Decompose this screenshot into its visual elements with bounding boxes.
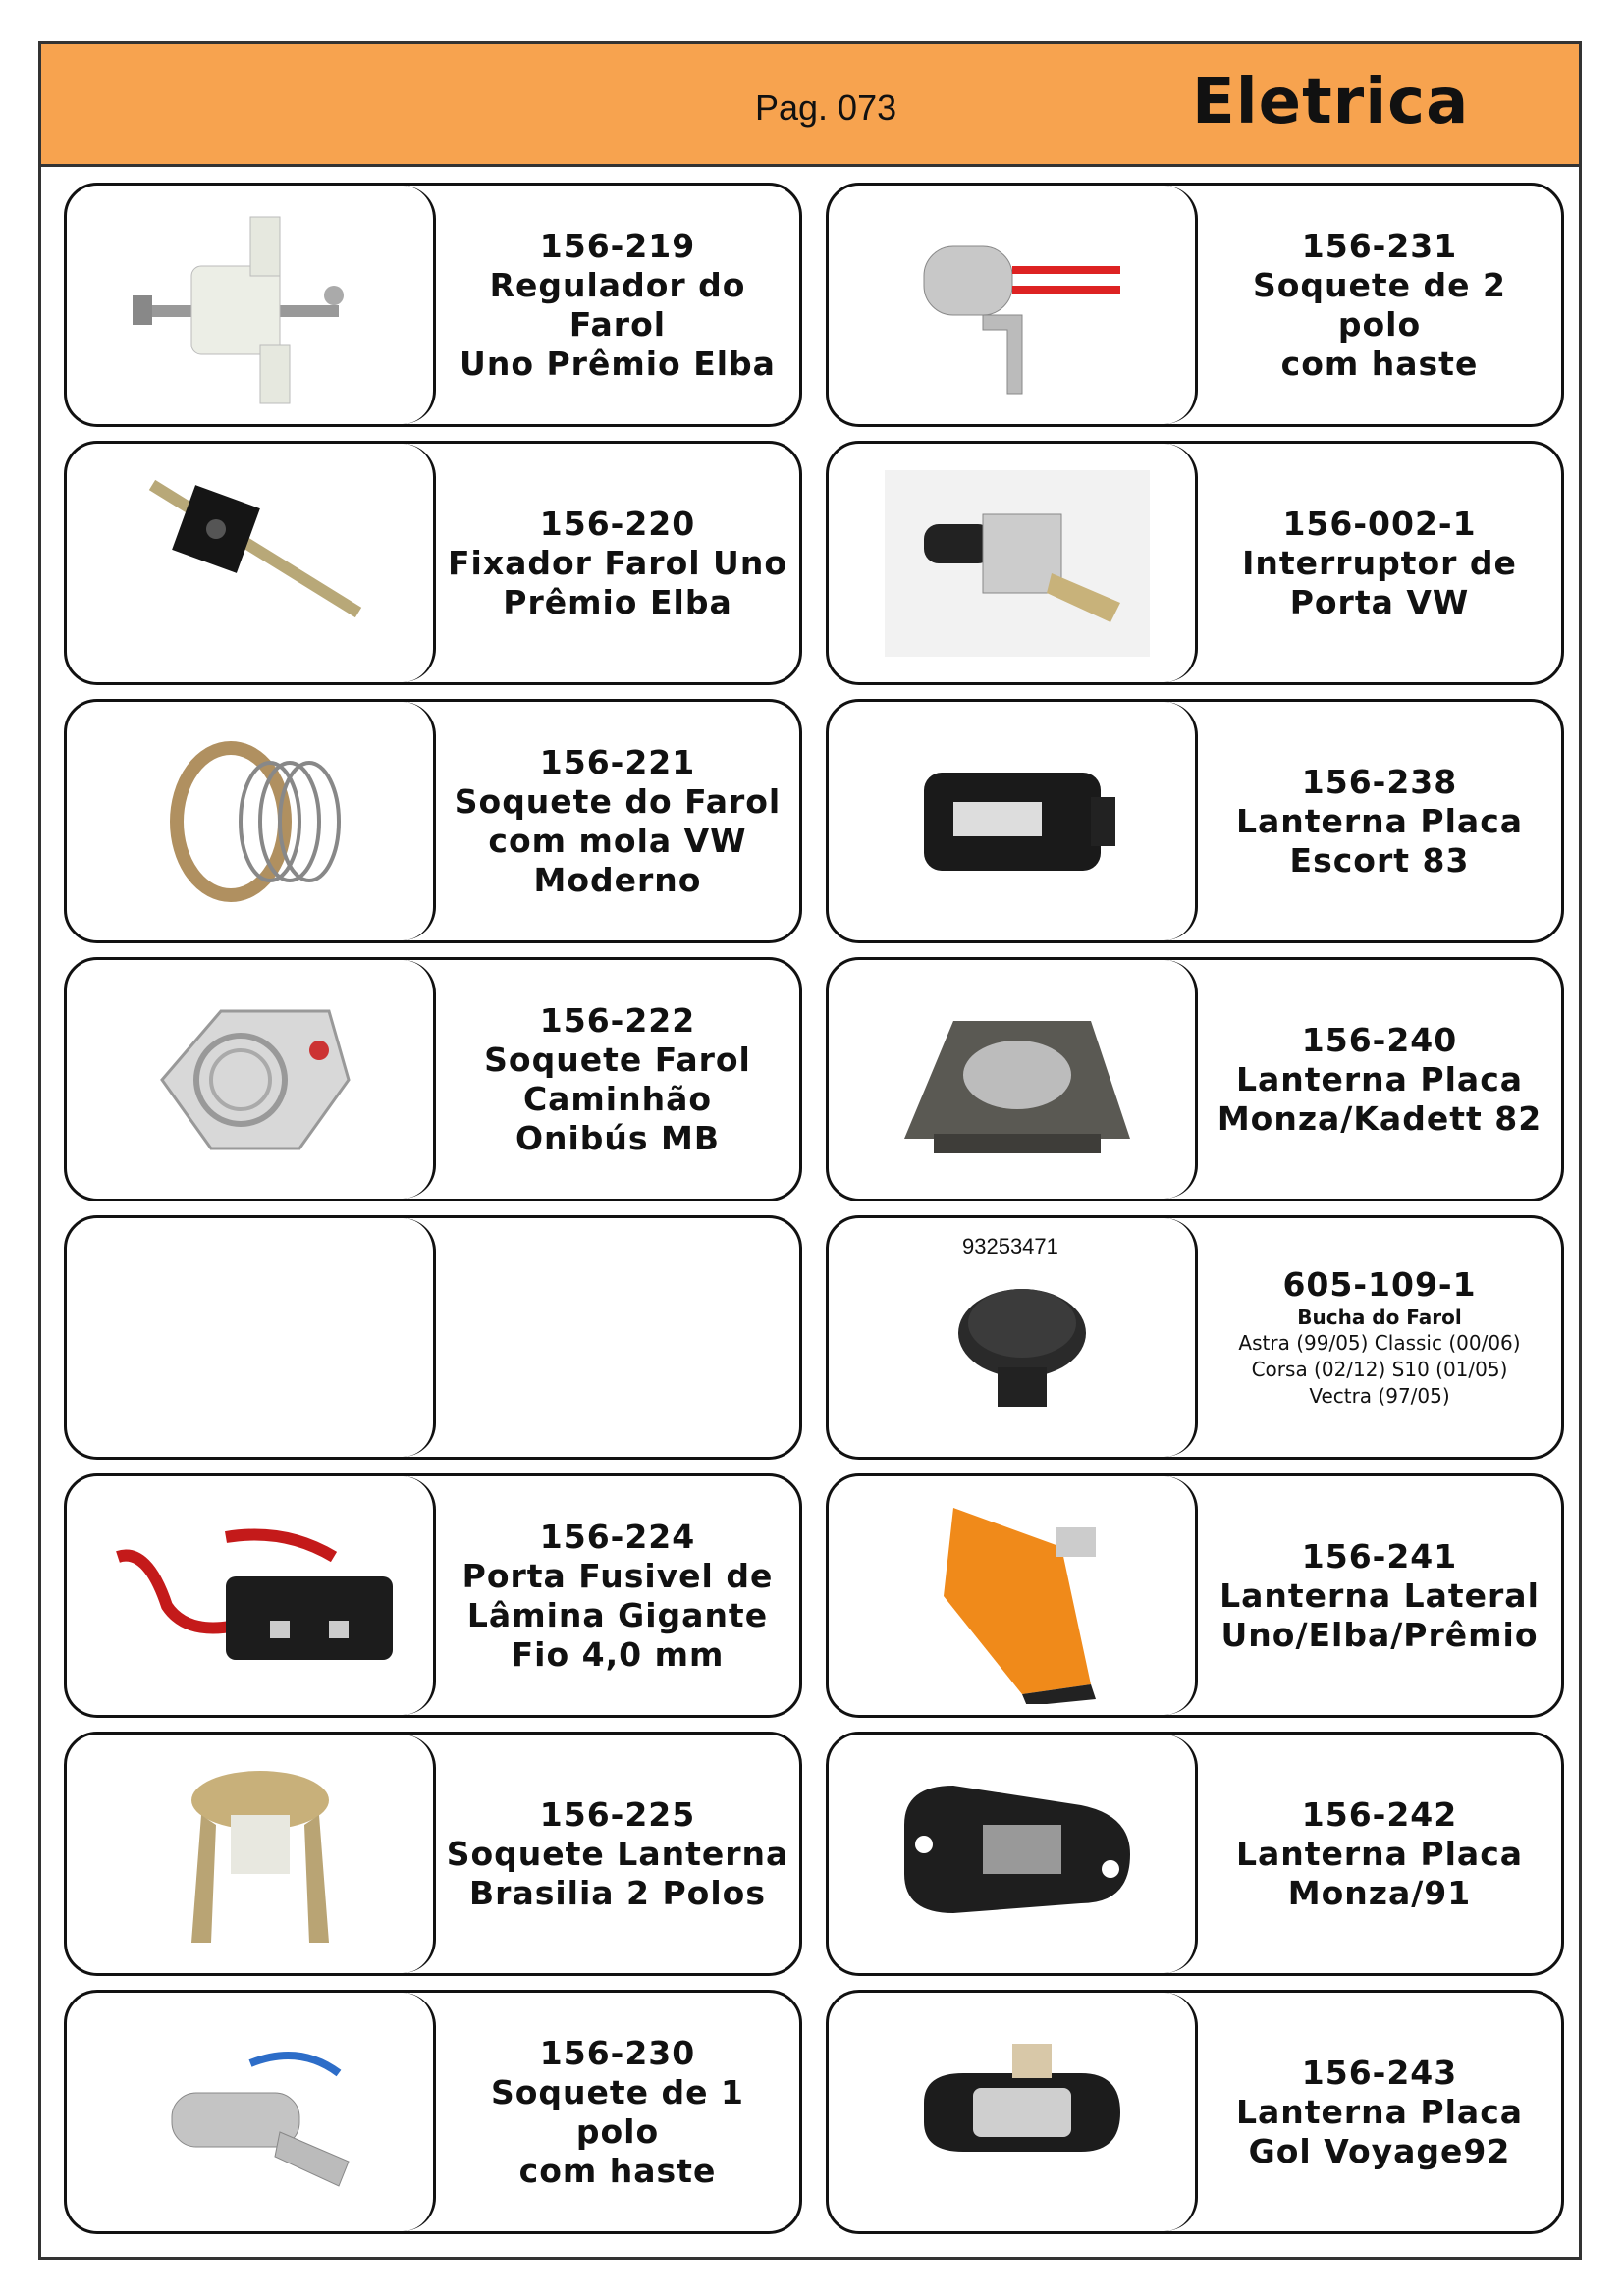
- product-card: [64, 1990, 802, 2234]
- product-card: [64, 1473, 802, 1718]
- product-detail-line: Astra (99/05) Classic (00/06): [1238, 1331, 1521, 1355]
- empty-image-slot: [67, 1218, 436, 1457]
- product-name-line: Caminhão: [522, 1079, 713, 1118]
- product-card: [826, 699, 1564, 943]
- headlight-bushing-icon: [829, 1218, 1198, 1457]
- door-switch-icon: [829, 444, 1198, 682]
- product-code: 156-240: [1301, 1020, 1458, 1059]
- product-card: [826, 1990, 1564, 2234]
- product-name-line: Fixador Farol Uno: [447, 543, 788, 582]
- product-code: 156-222: [539, 1000, 696, 1040]
- product-name-line: Monza/91: [1287, 1873, 1472, 1912]
- product-name-line: Lanterna Placa: [1235, 801, 1524, 840]
- product-name-line: Escort 83: [1289, 840, 1470, 880]
- product-name-line: Lanterna Placa: [1235, 1059, 1524, 1098]
- product-name-line: com haste: [1280, 344, 1479, 383]
- product-code: 156-224: [539, 1517, 696, 1556]
- empty-text-slot: [436, 1218, 799, 1457]
- plate-lamp-monza-icon: [829, 960, 1198, 1199]
- plate-lamp-icon: [829, 702, 1198, 940]
- product-name-line: Onibús MB: [514, 1118, 721, 1157]
- product-card: [826, 1473, 1564, 1718]
- product-name-line: Uno/Elba/Prêmio: [1220, 1615, 1539, 1654]
- product-name-line: Soquete Lanterna: [446, 1834, 789, 1873]
- product-name-line: Soquete de 2 polo: [1252, 265, 1507, 344]
- lamp-socket-brasilia-icon: [67, 1735, 436, 1973]
- product-card-empty: [64, 1215, 802, 1460]
- product-card: [826, 183, 1564, 427]
- truck-socket-icon: [67, 960, 436, 1199]
- product-name-line: Interruptor de: [1242, 543, 1517, 582]
- plate-lamp-monza91-icon: [829, 1735, 1198, 1973]
- product-name-line: Prêmio Elba: [503, 582, 732, 621]
- product-name-line: Uno Prêmio Elba: [460, 344, 776, 383]
- fuse-holder-icon: [67, 1476, 436, 1715]
- socket-2-pole-icon: [829, 186, 1198, 424]
- product-name-line: Fio 4,0 mm: [511, 1634, 725, 1674]
- product-name-line: com haste: [518, 2151, 717, 2190]
- product-name-line: Regulador do Farol: [489, 265, 746, 344]
- product-name-line: com mola VW: [488, 821, 747, 860]
- product-card: [64, 183, 802, 427]
- product-code: 156-243: [1301, 2053, 1458, 2092]
- product-code: 156-230: [539, 2033, 696, 2072]
- page-header: [41, 44, 1579, 167]
- product-code: 156-002-1: [1282, 504, 1477, 543]
- product-name-line: Lanterna Lateral: [1219, 1575, 1540, 1615]
- product-name-line: Soquete Farol: [484, 1040, 751, 1079]
- product-subtitle: Bucha do Farol: [1297, 1306, 1462, 1329]
- product-name-line: Porta Fusivel de: [461, 1556, 774, 1595]
- product-card: [826, 441, 1564, 685]
- product-name-line: Porta VW: [1289, 582, 1470, 621]
- product-card: [64, 441, 802, 685]
- product-code: 156-242: [1301, 1794, 1458, 1834]
- product-name-line: Moderno: [533, 860, 702, 899]
- product-card: [64, 1732, 802, 1976]
- product-code: 156-238: [1301, 762, 1458, 801]
- product-card: [826, 957, 1564, 1201]
- product-detail-line: Corsa (02/12) S10 (01/05): [1251, 1358, 1508, 1381]
- product-name-line: Monza/Kadett 82: [1217, 1098, 1543, 1138]
- product-name-line: Soquete de 1 polo: [490, 2072, 745, 2151]
- headlight-adjuster-icon: [67, 186, 436, 424]
- part-reference-number: 93253471: [962, 1234, 1058, 1258]
- product-code: 156-221: [539, 742, 696, 781]
- page-number: Pag. 073: [755, 87, 897, 128]
- product-card: [826, 1732, 1564, 1976]
- spring-socket-icon: [67, 702, 436, 940]
- product-code: 156-220: [539, 504, 696, 543]
- socket-1-pole-icon: [67, 1993, 436, 2231]
- product-card: [64, 699, 802, 943]
- side-lamp-icon: [829, 1476, 1198, 1715]
- section-title: Eletrica: [1192, 66, 1470, 138]
- product-card: [826, 1215, 1564, 1460]
- product-name-line: Brasilia 2 Polos: [469, 1873, 766, 1912]
- product-detail-line: Vectra (97/05): [1309, 1384, 1450, 1408]
- product-name-line: Lanterna Placa: [1235, 2092, 1524, 2131]
- product-card: [64, 957, 802, 1201]
- product-code: 156-241: [1301, 1536, 1458, 1575]
- plate-lamp-gol-icon: [829, 1993, 1198, 2231]
- product-name-line: Gol Voyage92: [1248, 2131, 1511, 2170]
- product-code: 156-231: [1301, 226, 1458, 265]
- product-name-line: Lanterna Placa: [1235, 1834, 1524, 1873]
- headlight-fixer-icon: [67, 444, 436, 682]
- product-code: 156-225: [539, 1794, 696, 1834]
- product-code: 605-109-1: [1282, 1265, 1477, 1304]
- product-code: 156-219: [539, 226, 696, 265]
- product-name-line: Lâmina Gigante: [466, 1595, 769, 1634]
- product-name-line: Soquete do Farol: [454, 781, 782, 821]
